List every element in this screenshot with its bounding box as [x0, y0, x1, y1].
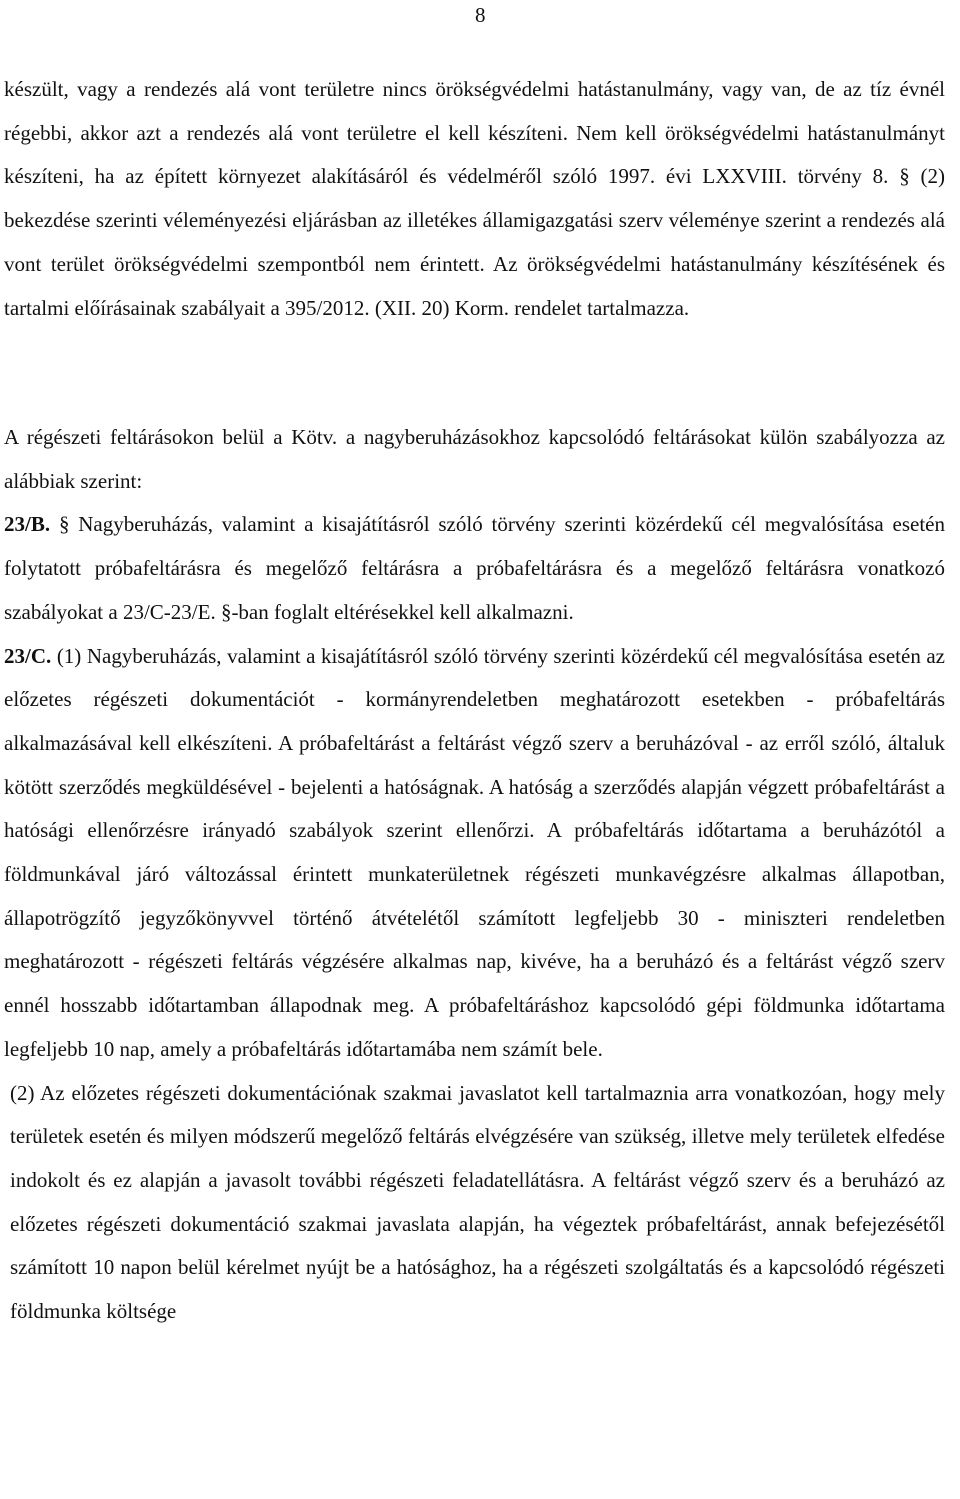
section-23b	[4, 503, 945, 634]
paragraph-heritage-impact: készült, vagy a rendezés alá vont területre nincs örökségvédelmi hatástanulmány, vagy van, de az tíz évnél régebbi, akkor azt a rendezés alá vont területre el kell készíteni. Nem kell örökségvédelmi hatástanulmányt készíteni, ha az épített környezet alakításáról és védelméről szóló 1997. évi LXXVIII. törvény 8. § (2) bekezdése szerinti véleményezési eljárásban az illetékes államigazgatási szerv véleménye szerint a rendezés alá vont terület örökségvédelmi szempontból nem érintett. Az örökségvédelmi hatástanulmány készítésének és tartalmi előírásainak szabályait a 395/2012. (XII. 20) Korm. rendelet tartalmazza.	[4, 77, 945, 320]
section-text-23b: § Nagyberuházás, valamint a kisajátításról szóló törvény szerinti közérdekű cél megvalósítása esetén folytatott próbafeltárásra és megelőző feltárásra a próbafeltárásra és a megelőző feltárásra vonatkozó szabályokat a 23/C-23/E. §-ban foglalt eltérésekkel kell alkalmazni.	[4, 512, 946, 624]
text-block-top	[4, 68, 945, 330]
page-number: 8	[475, 3, 486, 27]
section-23c	[4, 635, 945, 1072]
section-text-23c: (1) Nagyberuházás, valamint a kisajátításról szóló törvény szerinti közérdekű cél megvalósítása esetén az előzetes régészeti dokumentációt - kormányrendeletben meghatározott esetekben - próbafeltárás alkalmazásával kell elkészíteni. A próbafeltárást a feltárást végző szerv a beruházóval - az erről szóló, általuk kötött szerződés megküldésével - bejelenti a hatóságnak. A hatóság a szerződés alapján végzett próbafeltárást a hatósági ellenőrzésre irányadó szabályok szerint ellenőrzi. A próbafeltárás időtartama a beruházótól a földmunkával járó változással érintett munkaterületnek régészeti munkavégzésre alkalmas állapotban, állapotrögzítő jegyzőkönyvvel történő átvételétől számított legfeljebb 30 - miniszteri rendeletben meghatározott - régészeti feltárás végzésére alkalmas nap, kivéve, ha a beruházó és a feltárást végző szerv ennél hosszabb időtartamban állapodnak meg. A próbafeltáráshoz kapcsolódó gépi földmunka időtartama legfeljebb 10 nap, amely a próbafeltárás időtartamába nem számít bele.	[4, 643, 946, 1061]
text-block-main	[4, 416, 945, 1334]
paragraph-section-2: (2) Az előzetes régészeti dokumentációnak szakmai javaslatot kell tartalmaznia arra vonatkozóan, hogy mely területek esetén és milyen módszerű megelőző feltárás elvégzésére van szükség, illetve mely területek elfedése indokolt és ez alapján a javasolt további régészeti feladatellátásra. A feltárást végző szerv és a beruházó az előzetes régészeti dokumentáció szakmai javaslata alapján, ha végeztek próbafeltárást, annak befejezésétől számított 10 napon belül kérelmet nyújt be a hatósághoz, ha a régészeti szolgáltatás és a kapcsolódó régészeti földmunka költsége	[10, 1080, 945, 1324]
section-label-23b: 23/B.	[4, 512, 51, 537]
section-label-23c: 23/C.	[4, 643, 52, 668]
paragraph-intro: A régészeti feltárásokon belül a Kötv. a nagyberuházásokhoz kapcsolódó feltárásokat külön szabályozza az alábbiak szerint:	[4, 425, 945, 493]
